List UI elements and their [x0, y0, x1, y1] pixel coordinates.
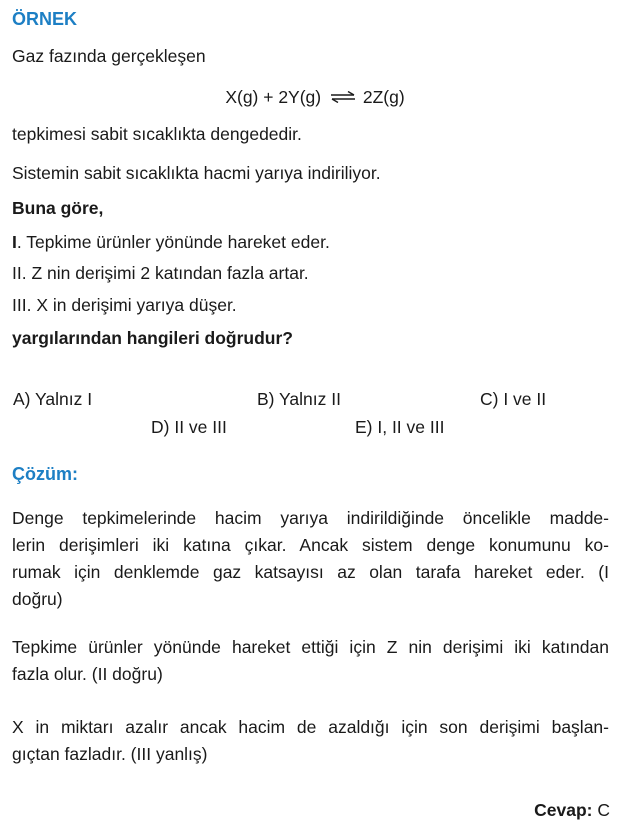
option-d[interactable]: D) II ve III — [151, 417, 227, 437]
solution-paragraph-3 — [12, 714, 609, 768]
solution-heading: Çözüm: — [12, 464, 78, 484]
example-heading: ÖRNEK — [12, 9, 78, 29]
answer-value: C — [597, 800, 610, 820]
option-e[interactable]: E) I, II ve III — [355, 417, 445, 437]
answer-label: Cevap: — [534, 800, 593, 820]
statement-3 — [12, 294, 237, 316]
solution-p3-line: X in miktarı azalır ancak hacim de azaldığı için son derişimi başlan- — [12, 717, 609, 737]
question-prompt: Buna göre, — [12, 198, 104, 218]
statement-1-numeral: I — [12, 232, 17, 252]
statement-2-text: . Z nin derişimi 2 katından fazla artar. — [21, 263, 309, 283]
solution-p1-line: Denge tepkimelerinde hacim yarıya indirildiğinde öncelikle madde- — [12, 508, 609, 528]
solution-p1-line: doğru) — [12, 589, 63, 609]
solution-p1-line: rumak için denklemde gaz katsayısı az olan tarafa hareket eder. (I — [12, 562, 609, 582]
solution-paragraph-1 — [12, 505, 609, 613]
statement-2-numeral: II — [12, 263, 22, 283]
question-line-2: tepkimesi sabit sıcaklıkta dengededir. — [12, 124, 302, 144]
solution-p1-line: lerin derişimleri iki katına çıkar. Ancak sistem denge konumunu ko- — [12, 535, 609, 555]
statement-1 — [12, 231, 330, 253]
answer — [534, 799, 610, 821]
option-c[interactable]: C) I ve II — [480, 389, 547, 409]
question-line-3: Sistemin sabit sıcaklıkta hacmi yarıya indiriliyor. — [12, 163, 381, 183]
equation-left: X(g) + 2Y(g) — [225, 87, 322, 107]
option-a[interactable]: A) Yalnız I — [13, 389, 93, 409]
statement-3-numeral: III — [12, 295, 27, 315]
question-intro: Gaz fazında gerçekleşen — [12, 46, 206, 66]
statement-3-text: . X in derişimi yarıya düşer. — [26, 295, 237, 315]
reaction-equation — [0, 86, 620, 108]
statement-2 — [12, 262, 309, 284]
solution-p2-line: fazla olur. (II doğru) — [12, 664, 163, 684]
question-text: yargılarından hangileri doğrudur? — [12, 328, 293, 348]
statement-1-text: . Tepkime ürünler yönünde hareket eder. — [16, 232, 330, 252]
solution-p3-line: gıçtan fazladır. (III yanlış) — [12, 744, 208, 764]
option-b[interactable]: B) Yalnız II — [257, 389, 341, 409]
equation-right: 2Z(g) — [362, 87, 405, 107]
solution-paragraph-2 — [12, 634, 609, 688]
solution-p2-line: Tepkime ürünler yönünde hareket ettiği için Z nin derişimi iki katından — [12, 637, 609, 657]
equilibrium-arrow-icon — [330, 91, 356, 103]
